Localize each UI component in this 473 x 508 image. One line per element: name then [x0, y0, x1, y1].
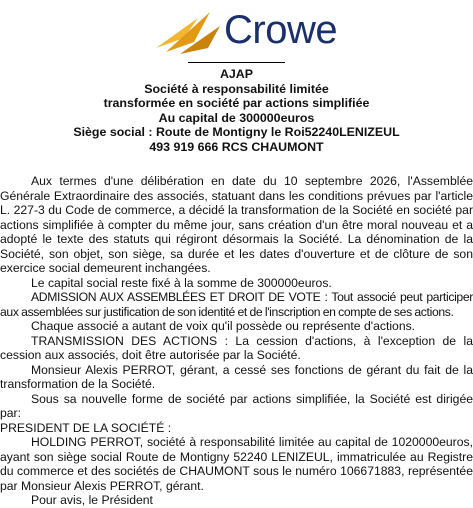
paragraph-voting: Chaque associé a autant de voix qu'il possède ou représente d'actions.: [31, 319, 416, 333]
notice-body: [0, 174, 473, 508]
company-rcs: 493 919 666 RCS CHAUMONT: [149, 139, 324, 154]
company-seat: Siège social : Route de Montigny le Roi52240LENIZEUL: [73, 125, 400, 140]
company-form: Société à responsabilité limitée: [144, 81, 329, 96]
brand-name: Crowe: [224, 8, 338, 52]
paragraph-direction: Sous sa nouvelle forme de société par actions simplifiée, la Société est dirigée par:: [0, 391, 473, 420]
paragraph-deliberation: Aux termes d'une délibération en date du 10 septembre 2026, l'Assemblée Générale Extraordinaire des associés, statuant dans les conditions prévues par l'article L. 227-3 du Code de commerce, a décidé la transformation de la Société en société par actions simplifiée à compter du même jour, sans création d'un être moral nouveau et a adopté le texte des statuts qui régiront désormais la Société. La dénomination de la Société, son objet, son siège, sa durée et les dates d'ouverture et de clôture de son exercice social demeurent inchangées.: [0, 174, 473, 275]
closing-signature: Pour avis, le Président: [31, 493, 153, 507]
paragraph-president: HOLDING PERROT, société à responsabilité limitée au capital de 1020000euros, ayant son siège social Route de Montigny 52240 LENIZEUL, immatriculée au Registre du commerce et des sociétés de CHAUMONT sous le numéro 106671883, représentée par Monsieur Alexis PERROT, gérant.: [0, 435, 473, 493]
company-name: AJAP: [219, 67, 254, 81]
paragraph-former-manager: Monsieur Alexis PERROT, gérant, a cessé ses fonctions de gérant du fait de la transformation de la Société.: [0, 362, 473, 391]
president-heading: PRESIDENT DE LA SOCIÉTÉ :: [0, 420, 172, 435]
company-capital: Au capital de 300000euros: [158, 110, 315, 125]
header-divider: [188, 62, 285, 63]
paragraph-transmission: TRANSMISSION DES ACTIONS : La cession d'actions, à l'exception de la cession aux associés, doit être autorisée par la Société.: [0, 333, 473, 362]
paragraph-capital: Le capital social reste fixé à la somme de 300000euros.: [31, 275, 332, 290]
notice-header: [0, 67, 473, 155]
paragraph-admission: ADMISSION AUX ASSEMBLÉES ET DROIT DE VOTE : Tout associé peut participer aux assemblées sur justification de son identité et de l'inscription en compte de ses actions.: [0, 290, 473, 319]
company-transformation: transformée en société par actions simplifiée: [103, 96, 370, 111]
